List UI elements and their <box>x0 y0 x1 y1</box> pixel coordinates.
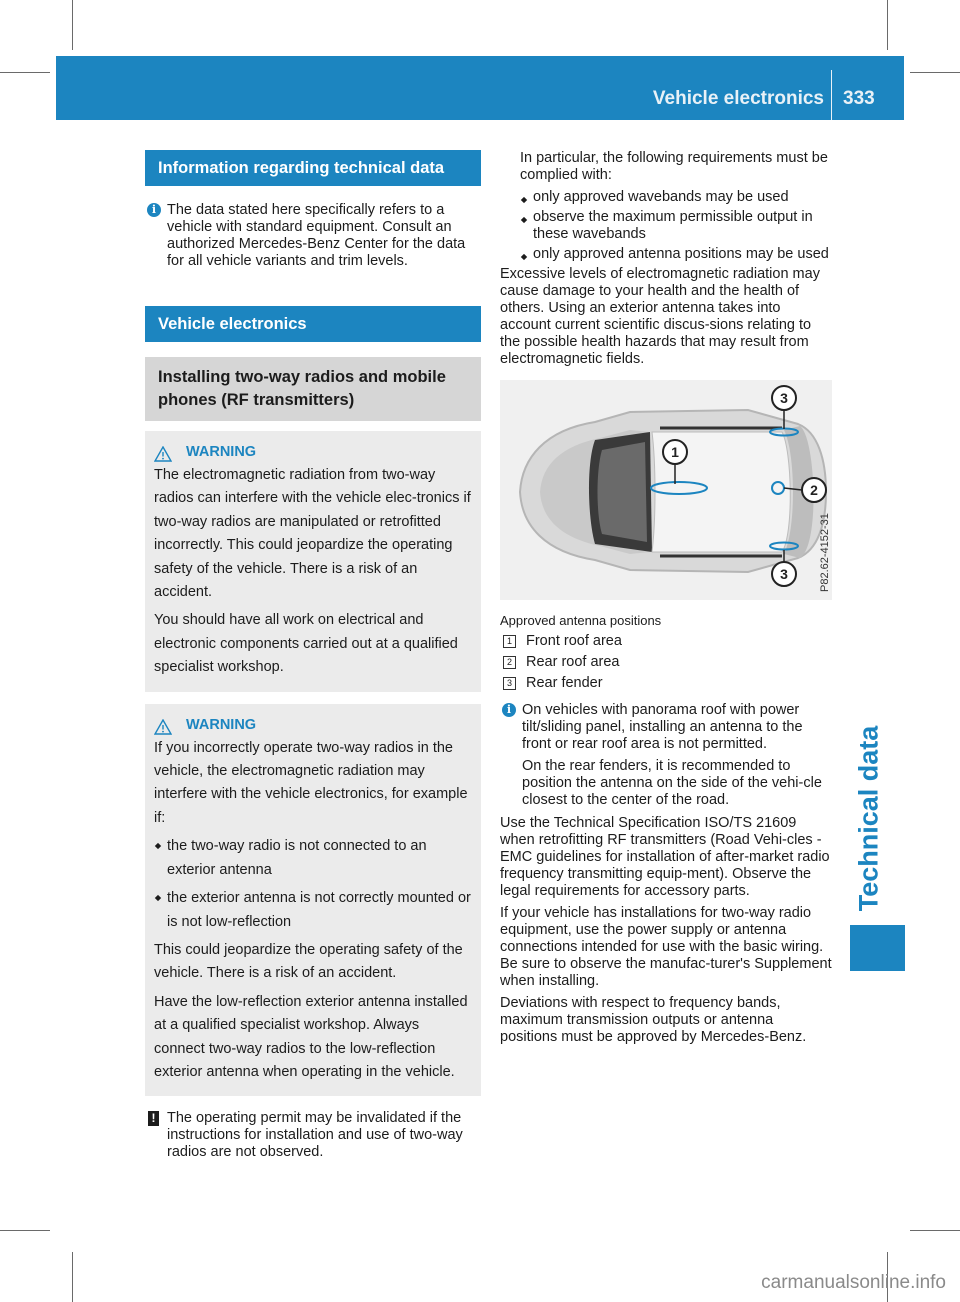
warning-triangle-icon <box>154 719 172 735</box>
left-column <box>145 150 481 1161</box>
exclamation-icon: ! <box>148 1111 159 1126</box>
legend-item <box>500 633 832 650</box>
body-paragraph: If your vehicle has installations for two-way radio equipment, use the power supply or antenna connections intended for use with the basic wiring. Be sure to observe the manufac-turer's Supplement when installing. <box>500 905 832 989</box>
chapter-tab-label: Technical data <box>853 725 884 911</box>
legend-number: 2 <box>503 656 516 669</box>
chapter-side-tab <box>842 720 896 916</box>
crop-mark <box>72 1252 73 1302</box>
notice-text: The operating permit may be invalidated if the instructions for installation and use of two-way radios are not observed. <box>167 1110 463 1161</box>
warning-heading-label: WARNING <box>186 444 257 460</box>
warning-box <box>145 704 481 1097</box>
warning-heading <box>154 441 472 464</box>
info-note-text: On the rear fenders, it is recommended to position the antenna on the side of the vehi-cle closest to the center of the road. <box>522 758 822 808</box>
marker-1: 1 <box>671 444 679 460</box>
legend-item <box>500 654 832 671</box>
crop-mark <box>910 1230 960 1231</box>
page-number: 333 <box>843 88 875 109</box>
info-note <box>145 202 481 270</box>
warning-heading-label: WARNING <box>186 716 257 733</box>
warning-text: Have the low-reflection exterior antenna installed at a qualified specialist workshop. Always connect two-way radios to the low-reflection exterior antenna when operating in the vehicle. <box>154 993 468 1080</box>
crop-mark <box>887 0 888 50</box>
body-paragraph: Excessive levels of electromagnetic radiation may cause damage to your health and the health of others. Using an exterior antenna takes into account current scientific discus-sions relating to the possible health hazards that may result from electromagnetic fields. <box>500 266 820 367</box>
header-divider <box>831 70 832 120</box>
notice-note <box>145 1110 481 1161</box>
info-note <box>500 702 832 809</box>
section-heading-technical-data: Information regarding technical data <box>145 150 481 186</box>
info-icon: i <box>502 703 516 717</box>
marker-3-bottom: 3 <box>780 566 788 582</box>
crop-mark <box>72 0 73 50</box>
warning-box <box>145 431 481 692</box>
legend-item <box>500 675 832 692</box>
warning-text: This could jeopardize the operating safety of the vehicle. There is a risk of an accident. <box>154 941 463 982</box>
warning-text: The electromagnetic radiation from two-way radios can interfere with the vehicle elec-tronics if two-way radios are manipulated or retrofitted incorrectly. This could jeopardize the operating safety of the vehicle. There is a risk of an accident. <box>154 467 471 601</box>
list-item: the exterior antenna is not correctly mounted or is not low-reflection <box>154 887 472 934</box>
warning-heading <box>154 714 472 737</box>
marker-2: 2 <box>810 482 818 498</box>
warning-text: If you incorrectly operate two-way radios in the vehicle, the electromagnetic radiation may interfere with the vehicle electronics, for example if: <box>154 739 468 826</box>
chapter-tab-block <box>850 925 905 971</box>
warning-text: You should have all work on electrical and electronic components carried out at a qualified specialist workshop. <box>154 612 458 676</box>
watermark: carmanualsonline.info <box>761 1272 946 1293</box>
list-item: observe the maximum permissible output in these wavebands <box>520 209 832 243</box>
body-paragraph: Deviations with respect to frequency bands, maximum transmission outputs or antenna positions must be approved by Mercedes-Benz. <box>500 995 807 1045</box>
legend-text: Rear fender <box>526 675 603 691</box>
legend-number: 3 <box>503 677 516 690</box>
list-item: the two-way radio is not connected to an exterior antenna <box>154 835 472 882</box>
legend-text: Rear roof area <box>526 654 620 670</box>
crop-mark <box>910 72 960 73</box>
info-note-text: The data stated here specifically refers to a vehicle with standard equipment. Consult an authorized Mercedes-Benz Center for the data for all vehicle variants and trim levels. <box>167 202 466 269</box>
figure-caption: Approved antenna positions <box>500 613 662 628</box>
legend-number: 1 <box>503 635 516 648</box>
crop-mark <box>0 1230 50 1231</box>
info-note-text: On vehicles with panorama roof with power tilt/sliding panel, installing an antenna to the front or rear roof area is not permitted. <box>522 702 803 752</box>
right-column <box>500 150 832 1051</box>
subsection-heading-rf-transmitters: Installing two-way radios and mobile phones (RF transmitters) <box>145 357 481 421</box>
legend-text: Front roof area <box>526 633 622 649</box>
intro-text: In particular, the following requirements must be complied with: <box>520 150 828 183</box>
section-heading-vehicle-electronics: Vehicle electronics <box>145 306 481 342</box>
warning-triangle-icon <box>154 446 172 462</box>
marker-3-top: 3 <box>780 390 788 406</box>
running-head-title: Vehicle electronics <box>652 88 824 109</box>
crop-mark <box>0 72 50 73</box>
antenna-position-figure <box>500 380 832 600</box>
car-roof-illustration <box>500 380 832 600</box>
info-icon: i <box>147 203 161 217</box>
figure-code: P82.62-4152-31 <box>819 513 831 592</box>
list-item: only approved antenna positions may be used <box>520 246 832 263</box>
list-item: only approved wavebands may be used <box>520 189 832 206</box>
body-paragraph: Use the Technical Specification ISO/TS 21609 when retrofitting RF transmitters (Road Vehi-cles - EMC guidelines for installation of after-market radio frequency transmitting equip-ment). Observe the legal requirements for accessory parts. <box>500 815 830 899</box>
